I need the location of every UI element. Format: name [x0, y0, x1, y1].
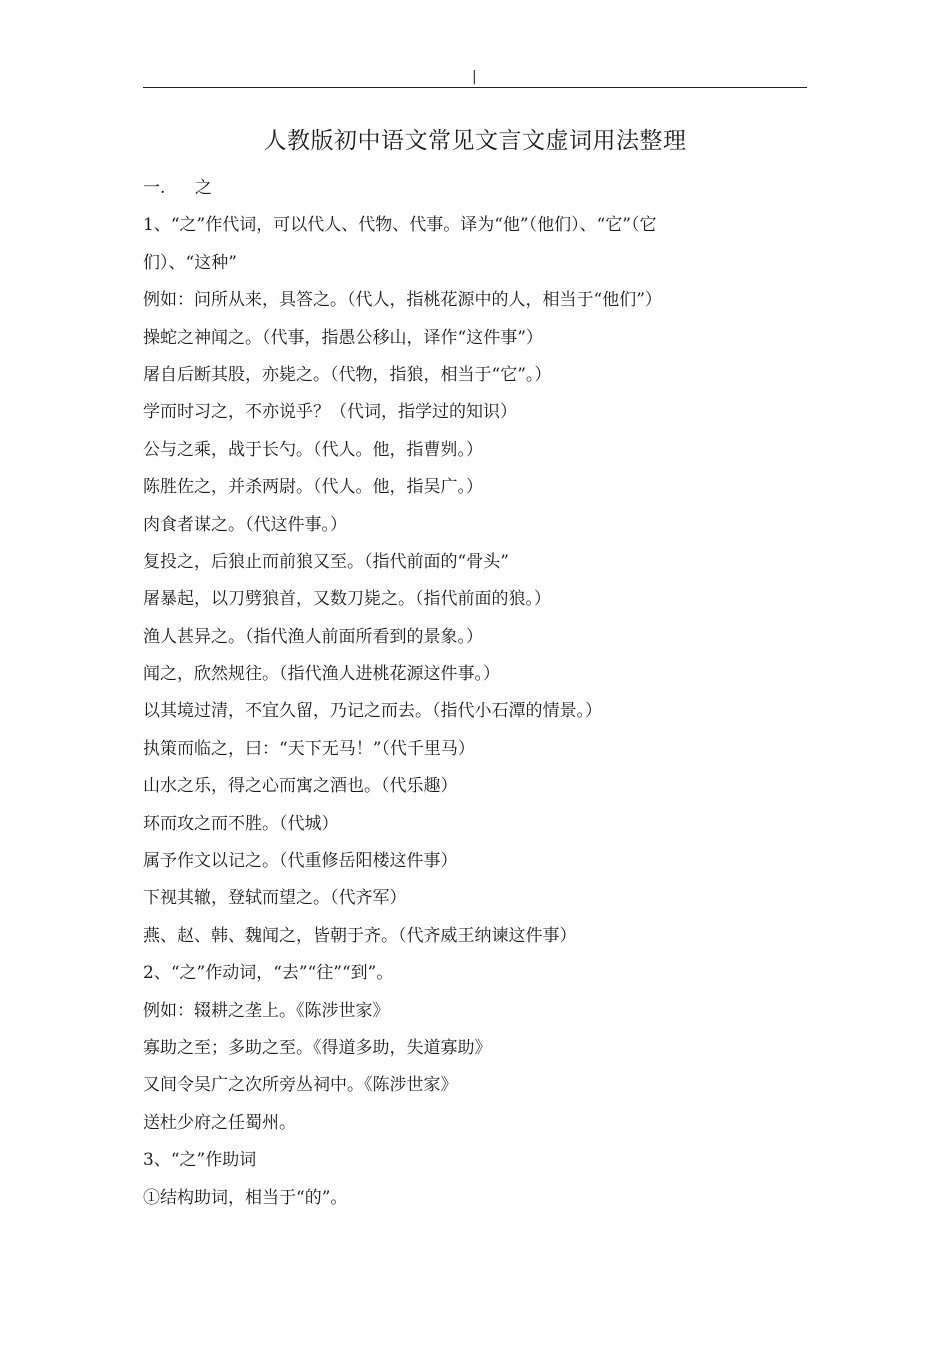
text-line: 闻之，欣然规往。（指代渔人进桃花源这件事。）: [143, 664, 500, 685]
text-line: 复投之，后狼止而前狼又至。（指代前面的“骨头”: [143, 551, 509, 572]
text-line: 燕、赵、韩、魏闻之，皆朝于齐。（代齐威王纳谏这件事）: [143, 925, 577, 946]
text-line: 山水之乐，得之心而寓之酒也。（代乐趣）: [143, 776, 458, 797]
text-line: 环而攻之而不胜。（代城）: [143, 813, 339, 834]
text-line: 以其境过清，不宜久留，乃记之而去。（指代小石潭的情景。）: [143, 701, 602, 722]
section-number: 一.: [143, 178, 166, 198]
text-line: 送杜少府之任蜀州。: [143, 1112, 296, 1133]
page-title: 人教版初中语文常见文言文虚词用法整理: [263, 128, 687, 154]
section-label: 之: [195, 178, 212, 198]
text-line: 执策而临之，曰：“天下无马！”（代千里马）: [143, 738, 475, 759]
text-line: 陈胜佐之，并杀两尉。（代人。他，指吴广。）: [143, 477, 483, 498]
text-line: 们）、“这种”: [143, 252, 237, 273]
text-line: 寡助之至；多助之至。《得道多助，失道寡助》: [143, 1037, 492, 1058]
text-line: ①结构助词，相当于“的”。: [143, 1187, 348, 1208]
text-line: 屠自后断其股，亦毙之。（代物，指狼，相当于“它”。）: [143, 364, 552, 385]
text-line: 3、“之”作助词: [143, 1150, 257, 1171]
text-line: 屠暴起，以刀劈狼首，又数刀毙之。（指代前面的狼。）: [143, 589, 551, 610]
text-line: 属予作文以记之。（代重修岳阳楼这件事）: [143, 851, 458, 872]
text-line: 1、“之”作代词，可以代人、代物、代事。译为“他”（他们）、“它”（它: [143, 215, 657, 236]
header-rule: [143, 87, 807, 88]
text-line: 公与之乘，战于长勺。（代人。他，指曹刿。）: [143, 439, 483, 460]
document-body: [143, 170, 783, 1217]
section-heading: [143, 170, 783, 207]
text-line: 学而时习之，不亦说乎？（代词，指学过的知识）: [143, 402, 517, 423]
text-line: 又间令吴广之次所旁丛祠中。《陈涉世家》: [143, 1075, 458, 1096]
text-line: 2、“之”作动词，“去”“往”“到”。: [143, 963, 394, 984]
text-line: 操蛇之神闻之。（代事，指愚公移山，译作“这件事”）: [143, 327, 543, 348]
text-line: 下视其辙，登轼而望之。（代齐军）: [143, 888, 407, 909]
text-line: 例如：辍耕之垄上。《陈涉世家》: [143, 1000, 390, 1021]
header-mark: |: [472, 69, 477, 85]
text-line: 例如：问所从来，具答之。（代人，指桃花源中的人，相当于“他们”）: [143, 290, 662, 311]
text-line: 渔人甚异之。（指代渔人前面所看到的景象。）: [143, 626, 483, 647]
text-line: 肉食者谋之。（代这件事。）: [143, 514, 347, 535]
